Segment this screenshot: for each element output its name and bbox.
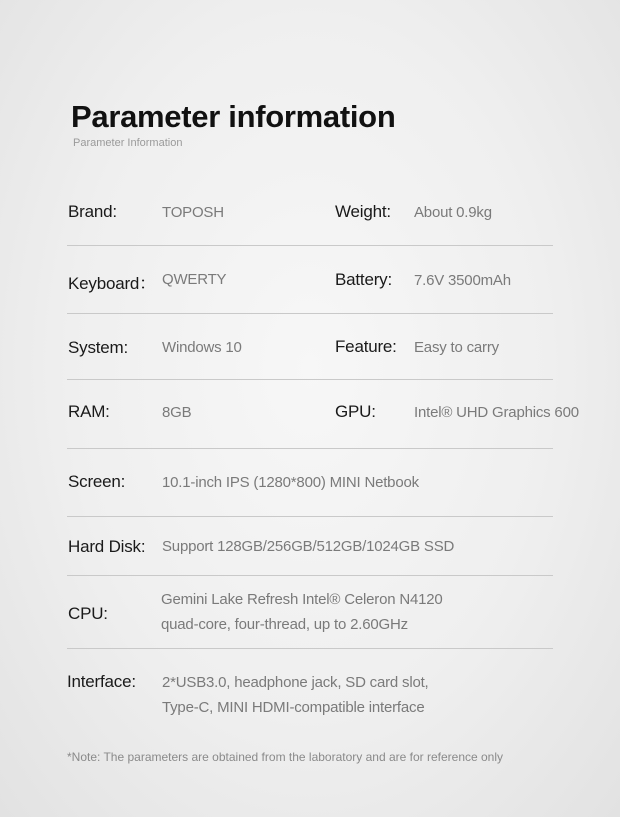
interface-value-line-2: Type-C, MINI HDMI-compatible interface [162,699,425,716]
hard-disk-value: Support 128GB/256GB/512GB/1024GB SSD [162,538,455,555]
row-divider [67,313,553,314]
page-title: Parameter information [71,99,396,134]
battery-value: 7.6V 3500mAh [414,272,511,289]
cpu-value-line-2: quad-core, four-thread, up to 2.60GHz [161,616,408,633]
feature-label: Feature: [335,337,397,356]
screen-label: Screen: [68,472,126,491]
interface-label: Interface: [67,672,136,691]
cpu-value-line-1: Gemini Lake Refresh Intel® Celeron N4120 [161,591,443,608]
weight-value: About 0.9kg [414,204,492,221]
keyboard-label: Keyboard： [68,274,156,293]
footnote: *Note: The parameters are obtained from the laboratory and are for reference only [67,750,504,764]
ram-value: 8GB [162,404,192,421]
battery-label: Battery: [335,270,392,289]
weight-label: Weight: [335,202,391,221]
row-divider [67,448,553,449]
system-label: System: [68,338,129,357]
cpu-label: CPU: [68,604,108,623]
row-divider [67,575,553,576]
row-divider [67,245,553,246]
brand-value: TOPOSH [162,204,224,221]
row-divider [67,516,553,517]
feature-value: Easy to carry [414,339,499,356]
page-subtitle: Parameter Information [73,137,183,149]
row-divider [67,648,553,649]
cpu-value [161,587,443,637]
brand-label: Brand: [68,202,117,221]
gpu-value: Intel® UHD Graphics 600 [414,404,579,421]
ram-label: RAM: [68,402,110,421]
gpu-label: GPU: [335,402,376,421]
screen-value: 10.1-inch IPS (1280*800) MINI Netbook [162,474,419,491]
interface-value [162,670,429,720]
system-value: Windows 10 [162,339,242,356]
hard-disk-label: Hard Disk: [68,537,146,556]
interface-value-line-1: 2*USB3.0, headphone jack, SD card slot, [162,674,429,691]
row-divider [67,379,553,380]
keyboard-value: QWERTY [162,271,227,288]
